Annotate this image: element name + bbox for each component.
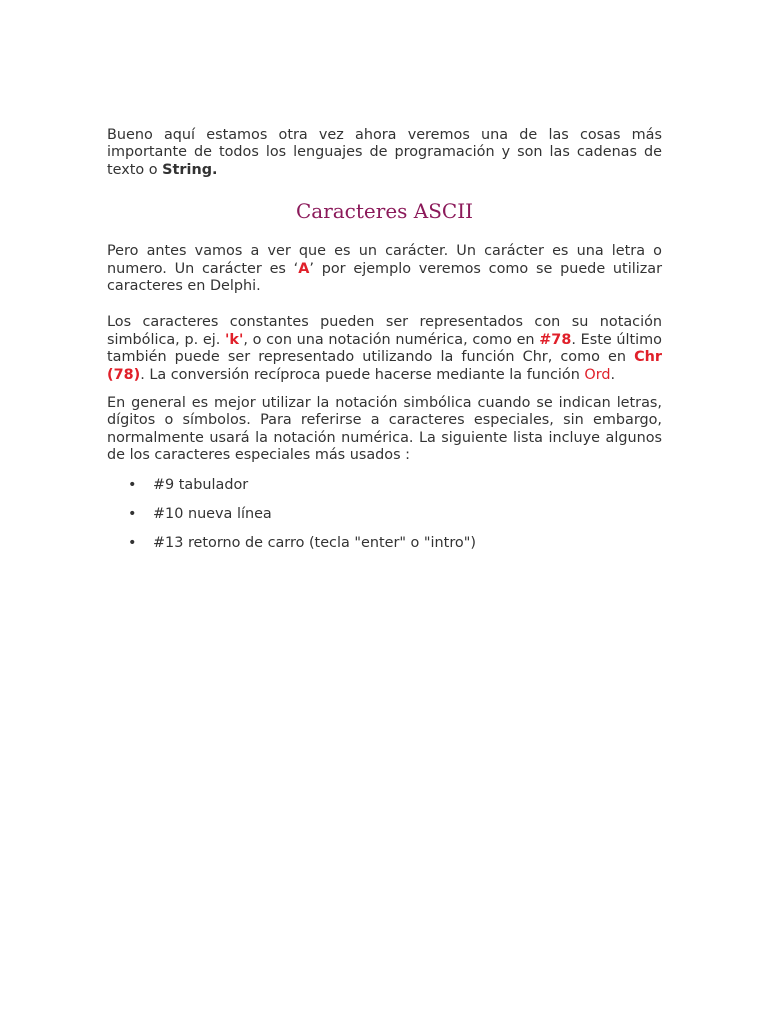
list-item — [107, 533, 662, 562]
constants-paragraph — [107, 314, 662, 384]
string-keyword: String. — [162, 161, 218, 178]
numeric-example: #78 — [539, 331, 572, 348]
list-item — [107, 504, 662, 533]
constants-text-4: . La conversión recíproca puede hacerse mediante la función — [140, 366, 585, 383]
special-chars-list — [107, 475, 662, 562]
bullet-icon: • — [128, 476, 137, 493]
intro-text: Bueno aquí estamos otra vez ahora veremos una de las cosas más importante de todos los lenguajes de programación y son las cadenas de texto o — [107, 127, 662, 178]
list-item-text: #10 nueva línea — [153, 505, 272, 522]
constants-text-5: . — [610, 366, 616, 383]
document-body — [107, 127, 662, 562]
bullet-icon: • — [128, 505, 137, 522]
bullet-icon: • — [128, 534, 137, 551]
ord-link[interactable]: Ord — [584, 366, 611, 383]
character-text-before: Pero antes vamos a ver que es un carácter. Un carácter es una letra o numero. Un carácter es ‘ — [107, 243, 662, 277]
list-item-text: #13 retorno de carro (tecla "enter" o "intro") — [153, 534, 476, 551]
constants-text-3: . Este último también puede ser representado utilizando la función Chr, como en — [107, 331, 662, 366]
example-char: A — [298, 260, 310, 277]
constants-text-1: Los caracteres constantes pueden ser representados con su notación simbólica, p. ej. — [107, 314, 662, 348]
constants-text-2: , o con una notación numérica, como en — [243, 331, 540, 348]
section-heading: Caracteres ASCII — [295, 199, 474, 224]
intro-paragraph — [107, 127, 662, 179]
general-paragraph: En general es mejor utilizar la notación simbólica cuando se indican letras, dígitos o símbolos. Para referirse a caracteres especiales, sin embargo, normalmente usará la notación numérica. La siguiente lista incluye algunos de los caracteres especiales más usados : — [107, 395, 662, 464]
list-item — [107, 475, 662, 504]
symbolic-example: 'k' — [224, 331, 244, 348]
chr-example: Chr (78) — [107, 349, 662, 383]
character-text-after: ’ por ejemplo veremos como se puede utilizar caracteres en Delphi. — [107, 260, 662, 295]
character-paragraph — [107, 243, 662, 295]
list-item-text: #9 tabulador — [153, 476, 249, 493]
